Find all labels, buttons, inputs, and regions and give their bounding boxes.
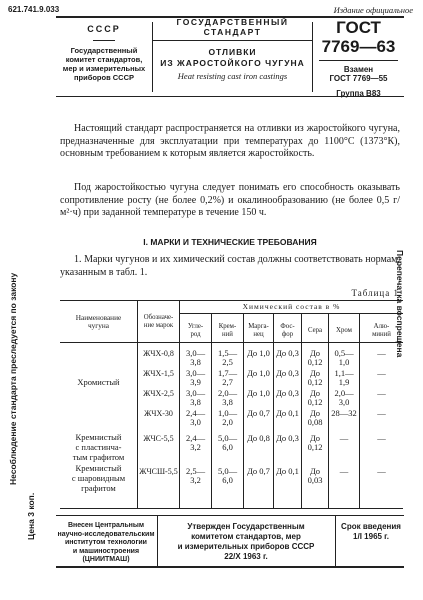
cell-line: До 0,3 xyxy=(276,368,299,378)
cell-line: 0,5— xyxy=(334,348,354,358)
cell-line: — xyxy=(377,388,386,398)
effective-date: Срок введения 1/I 1965 г. xyxy=(341,522,401,541)
cell-mark: ЖЧХ-1,5 xyxy=(143,369,174,378)
cell-line: До 0,3 xyxy=(276,348,299,358)
cell-line: До 0,1 xyxy=(276,466,299,476)
group-name-silicon-flake: Кремнистый с пластинча- тым графитом xyxy=(72,432,125,462)
cell-line: 0,08 xyxy=(307,417,323,427)
cell-line: — xyxy=(339,433,349,443)
standard-header xyxy=(56,16,404,97)
cell-chromium xyxy=(329,467,359,476)
cell-carbon xyxy=(180,389,211,407)
cell-line: До 0,8 xyxy=(247,433,270,443)
cell-line: 2,5— xyxy=(185,466,206,476)
cell-silicon xyxy=(212,434,243,452)
cell-line: 3,2 xyxy=(190,442,201,452)
header-chem-group: Химический состав в % xyxy=(242,302,341,311)
cell-chromium xyxy=(329,369,359,387)
cell-chromium xyxy=(329,389,359,407)
cell-sulfur xyxy=(302,409,328,427)
approved-by: Утвержден Государственным комитетом стандартов, мер и измерительных приборов СССР 22/X 1963 г. xyxy=(177,522,315,561)
cell-mark: ЖЧС-5,5 xyxy=(143,434,174,443)
cell-silicon xyxy=(212,409,243,427)
cell-silicon xyxy=(212,467,243,485)
title-block xyxy=(153,18,312,81)
cell-line: До xyxy=(309,408,321,418)
cell-line: До 0,1 xyxy=(276,408,299,418)
header-carbon: Угле- род xyxy=(187,323,204,338)
side-notice-law: Несоблюдение стандарта преследуется по закону xyxy=(8,272,18,485)
cell-manganese xyxy=(244,434,273,443)
replaces-label: Взамен xyxy=(343,65,374,74)
cell-line: 2,0 xyxy=(222,417,233,427)
cell-sulfur xyxy=(302,389,328,407)
cell-line: 0,03 xyxy=(307,475,323,485)
section-paragraph: 1. Марки чугунов и их химический состав должны соответствовать нормам, указанным в табл. 1. xyxy=(60,254,400,278)
cell-line: 0,12 xyxy=(307,357,323,367)
cell-chromium xyxy=(329,349,359,367)
title-ru: ОТЛИВКИ ИЗ ЖАРОСТОЙКОГО ЧУГУНА xyxy=(160,47,305,68)
issuer-block xyxy=(56,24,152,82)
cell-sulfur xyxy=(302,349,328,367)
header-aluminium: Алю- миний xyxy=(372,323,391,338)
intro-paragraph-2: Под жаростойкостью чугуна следует понимать его способность оказывать сопротивление росту (не более 0,2%) и окалинообразованию (не более 0,5 г/м²·ч) при заданной температуре в течение 150 ч. xyxy=(60,182,400,218)
cell-line: 2,5 xyxy=(222,357,233,367)
cell-line: 3,9 xyxy=(190,377,201,387)
cell-chromium xyxy=(329,434,359,443)
introduced-by: Внесен Центральным научно-исследовательским институтом технологии и машиностроения (ЦНИИТМАШ) xyxy=(57,522,155,563)
cell-aluminium xyxy=(360,409,403,418)
group-name-chromium: Хромистый xyxy=(77,377,120,387)
cell-line: До xyxy=(309,388,321,398)
cell-line: 3,8 xyxy=(190,397,201,407)
cell-line: 5,0— xyxy=(217,466,238,476)
table-caption: Таблица 1 xyxy=(351,288,399,298)
cell-line: До 0,7 xyxy=(247,466,270,476)
cell-line: 6,0 xyxy=(222,475,233,485)
cell-line: 3,0— xyxy=(185,348,206,358)
cell-line: До xyxy=(309,348,321,358)
cell-chromium xyxy=(329,409,359,418)
cell-line: 3,8 xyxy=(222,397,233,407)
cell-line: До 0,3 xyxy=(276,433,299,443)
cell-manganese xyxy=(244,467,273,476)
gost-label: ГОСТ xyxy=(336,18,381,37)
cell-line: — xyxy=(377,348,386,358)
cell-carbon xyxy=(180,434,211,452)
cell-line: До 0,7 xyxy=(247,408,270,418)
cell-mark: ЖЧСШ-5,5 xyxy=(139,467,178,476)
cell-carbon xyxy=(180,349,211,367)
cell-phosphorus xyxy=(274,434,301,443)
committee-name: Государственный комитет стандартов, мер и измерительных приборов СССР xyxy=(62,46,146,82)
cell-line: 5,0— xyxy=(217,433,238,443)
cell-manganese xyxy=(244,389,273,398)
cell-line: 3,0— xyxy=(185,388,206,398)
cell-phosphorus xyxy=(274,409,301,418)
cell-phosphorus xyxy=(274,349,301,358)
header-silicon: Крем- ний xyxy=(218,323,237,338)
udc-code: 621.741.9.033 xyxy=(8,5,60,14)
cell-line: 1,7— xyxy=(217,368,238,378)
cell-line: 1,0— xyxy=(217,408,238,418)
side-notice-reprint: Перепечатка воспрещена xyxy=(395,250,405,358)
cell-line: 1,1— xyxy=(334,368,354,378)
cell-line: 3,0 xyxy=(190,417,201,427)
header-sulfur: Сера xyxy=(307,327,323,334)
cell-line: 1,9 xyxy=(338,377,350,387)
cell-line: До xyxy=(309,433,321,443)
cell-mark: ЖЧХ-2,5 xyxy=(143,389,174,398)
cell-line: 2,4— xyxy=(185,433,206,443)
intro-paragraph-1: Настоящий стандарт распространяется на отливки из жаростойкого чугуна, предназначенные для эксплуатации при температурах до 1100°С (1373°К), основным требованием к которым является жаростойкость. xyxy=(60,123,400,159)
cell-line: До 1,0 xyxy=(247,388,270,398)
group-name-silicon-nodular: Кремнистый с шаровидным графитом xyxy=(71,463,126,493)
cell-line: 1,5— xyxy=(217,348,238,358)
side-price: Цена 3 коп. xyxy=(26,492,36,540)
cell-silicon xyxy=(212,369,243,387)
cell-line: До xyxy=(309,368,321,378)
cell-aluminium xyxy=(360,369,403,378)
cell-mark: ЖЧХ-30 xyxy=(144,409,173,418)
cell-line: — xyxy=(377,466,386,476)
cell-line: 0,12 xyxy=(307,397,323,407)
title-en: Heat resisting cast iron castings xyxy=(177,71,288,81)
ussr-label: СССР xyxy=(87,24,121,34)
cell-sulfur xyxy=(302,369,328,387)
cell-phosphorus xyxy=(274,369,301,378)
cell-line: 0,12 xyxy=(307,442,323,452)
cell-line: — xyxy=(377,408,386,418)
cell-silicon xyxy=(212,349,243,367)
cell-manganese xyxy=(244,349,273,358)
cell-sulfur xyxy=(302,434,328,452)
cell-line: До 0,3 xyxy=(276,388,299,398)
cell-mark: ЖЧХ-0,8 xyxy=(143,349,174,358)
cell-line: 2,0— xyxy=(217,388,238,398)
cell-phosphorus xyxy=(274,467,301,476)
header-manganese: Марга- нец xyxy=(248,323,269,338)
cell-manganese xyxy=(244,409,273,418)
header-chromium: Хром xyxy=(336,327,352,334)
footer-block xyxy=(56,515,404,568)
replaces-value: ГОСТ 7769—55 xyxy=(329,74,388,83)
cell-line: 0,12 xyxy=(307,377,323,387)
header-mark: Обозначе- ние марок xyxy=(143,314,174,329)
cell-line: 2,0— xyxy=(334,388,354,398)
header-phosphorus: Фос- фор xyxy=(280,323,295,338)
cell-line: 3,8 xyxy=(190,357,201,367)
cell-aluminium xyxy=(360,389,403,398)
cell-line: — xyxy=(339,466,349,476)
cell-line: 28—32 xyxy=(331,408,357,418)
cell-line: 2,7 xyxy=(222,377,233,387)
cell-line: До xyxy=(309,466,321,476)
section-title: I. МАРКИ И ТЕХНИЧЕСКИЕ ТРЕБОВАНИЯ xyxy=(143,237,317,247)
cell-line: 2,4— xyxy=(185,408,206,418)
state-standard-label: ГОСУДАРСТВЕННЫЙ СТАНДАРТ xyxy=(176,17,289,37)
cell-line: 3,0— xyxy=(185,368,206,378)
cell-line: 1,0 xyxy=(338,357,350,367)
cell-line: 3,0 xyxy=(338,397,350,407)
cell-line: До 1,0 xyxy=(247,348,270,358)
cell-silicon xyxy=(212,389,243,407)
cell-line: — xyxy=(377,368,386,378)
composition-table xyxy=(60,300,403,509)
cell-carbon xyxy=(180,369,211,387)
gost-block xyxy=(313,18,404,98)
header-name: Наименование чугуна xyxy=(75,313,122,330)
cell-manganese xyxy=(244,369,273,378)
gost-number: 7769—63 xyxy=(321,37,396,56)
cell-phosphorus xyxy=(274,389,301,398)
cell-sulfur xyxy=(302,467,328,485)
cell-line: 6,0 xyxy=(222,442,233,452)
cell-line: 3,2 xyxy=(190,475,201,485)
group-code: Группа В83 xyxy=(336,89,381,98)
cell-carbon xyxy=(180,409,211,427)
cell-aluminium xyxy=(360,434,403,443)
cell-line: — xyxy=(377,433,386,443)
cell-line: До 1,0 xyxy=(247,368,270,378)
cell-carbon xyxy=(180,467,211,485)
edition-label: Издание официальное xyxy=(333,5,413,15)
cell-aluminium xyxy=(360,467,403,476)
